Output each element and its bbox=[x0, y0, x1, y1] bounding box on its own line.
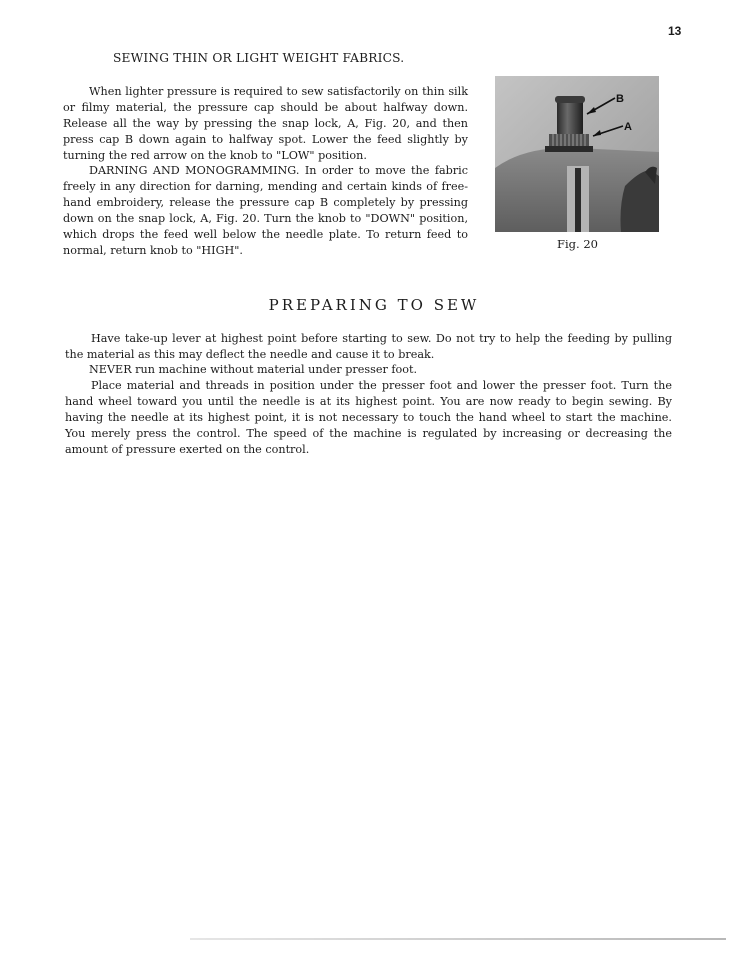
figure-label-a: A bbox=[624, 121, 632, 133]
figure-label-b: B bbox=[616, 93, 624, 105]
section-heading-preparing: PREPARING TO SEW bbox=[268, 296, 480, 314]
paragraph-place-material: Place material and threads in position under the presser foot and lower the presser foot. Turn the hand wheel toward you until the needle is at its highest point. You are now ready to begin sewing. By having the needle at its highest point, it is not necessary to touch the hand wheel to start the machine. You merely press the control. The speed of the machine is regulated by increasing or decreasing the amount of pressure exerted on the control. bbox=[65, 379, 672, 456]
section-heading-thin-fabrics: SEWING THIN OR LIGHT WEIGHT FABRICS. bbox=[113, 51, 405, 65]
sewing-machine-photo bbox=[495, 76, 659, 232]
paragraph-never-run: NEVER run machine without material under presser foot. bbox=[89, 363, 418, 376]
bottom-rule bbox=[190, 938, 726, 940]
paragraph-thin-fabrics: When lighter pressure is required to sew satisfactorily on thin silk or filmy material, the pressure cap should be about halfway down. Release all the way by pressing the snap lock, A, Fig. 20, and then press cap B down again to halfway spot. Lower the feed slightly by turning the red arrow on the knob to "LOW" position. bbox=[63, 85, 468, 162]
figure-20-photo bbox=[495, 76, 659, 232]
paragraph-darning: DARNING AND MONOGRAMMING. In order to move the fabric freely in any direction for darning, mending and certain kinds of free-hand embroidery, release the pressure cap B completely by pressing down on the snap lock, A, Fig. 20. Turn the knob to "DOWN" position, which drops the feed well below the needle plate. To return feed to normal, return knob to "HIGH". bbox=[63, 164, 468, 257]
paragraph-take-up-lever: Have take-up lever at highest point before starting to sew. Do not try to help the feeding by pulling the material as this may deflect the needle and cause it to break. bbox=[65, 332, 672, 361]
figure-caption: Fig. 20 bbox=[557, 237, 598, 251]
page-number: 13 bbox=[668, 24, 682, 38]
